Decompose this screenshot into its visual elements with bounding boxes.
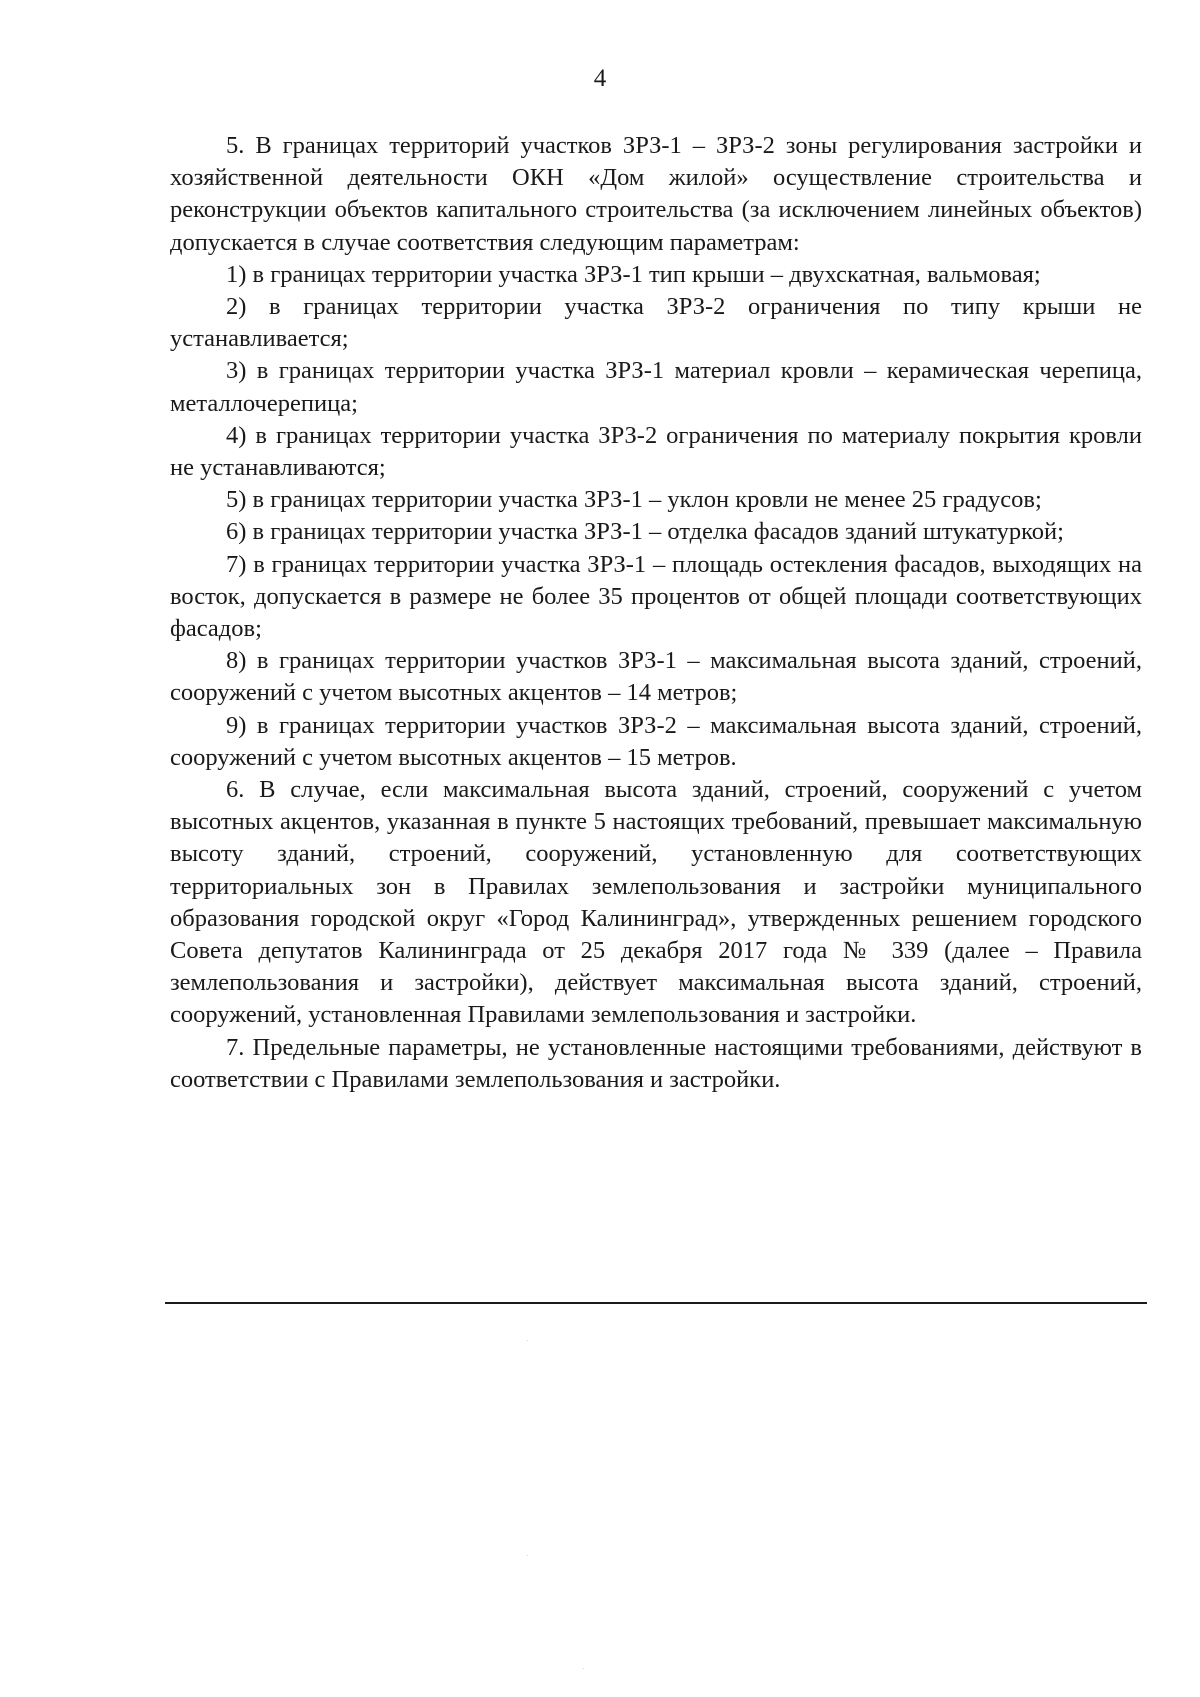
paragraph-5-intro: 5. В границах территорий участков ЗРЗ-1 – ЗРЗ-2 зоны регулирования застройки и хозяйственной деятельности ОКН «Дом жилой» осуществление строительства и реконструкции объектов капитального строительства (за исключением линейных объектов) допускается в случае соответствия следующим параметрам: xyxy=(170,132,1142,256)
scan-speck xyxy=(527,1555,528,1556)
page-number: 4 xyxy=(593,65,607,92)
closing-rule xyxy=(165,1302,1147,1304)
list-item-9: 9) в границах территории участков ЗРЗ-2 – максимальная высота зданий, строений, сооружений с учетом высотных акцентов – 15 метров. xyxy=(170,711,1142,771)
list-item-7: 7) в границах территории участка ЗРЗ-1 – площадь остекления фасадов, выходящих на восток, допускается в размере не более 35 процентов от общей площади соответствующих фасадов; xyxy=(170,550,1142,643)
list-item-4: 4) в границах территории участка ЗРЗ-2 ограничения по материалу покрытия кровли не устанавливаются; xyxy=(170,421,1142,482)
list-item-1: 1) в границах территории участка ЗРЗ-1 тип крыши – двухскатная, вальмовая; xyxy=(226,260,1041,288)
scan-speck xyxy=(583,1668,584,1669)
document-body xyxy=(170,130,1142,1096)
paragraph-7: 7. Предельные параметры, не установленные настоящими требованиями, действуют в соответствии с Правилами землепользования и застройки. xyxy=(170,1033,1142,1093)
list-item-3: 3) в границах территории участка ЗРЗ-1 материал кровли – керамическая черепица, металлочерепица; xyxy=(170,357,1142,417)
list-item-8: 8) в границах территории участков ЗРЗ-1 – максимальная высота зданий, строений, сооружений с учетом высотных акцентов – 14 метров; xyxy=(170,647,1142,707)
scan-speck xyxy=(527,1340,528,1341)
paragraph-6: 6. В случае, если максимальная высота зданий, строений, сооружений с учетом высотных акцентов, указанная в пункте 5 настоящих требований, превышает максимальную высоту зданий, строений, сооружений, установленную для соответствующих территориальных зон в Правилах землепользования и застройки муниципального образования городской округ «Город Калининград», утвержденных решением городского Совета депутатов Калининграда от 25 декабря 2017 года № 339 (далее – Правила землепользования и застройки), действует максимальная высота зданий, строений, сооружений, установленная Правилами землепользования и застройки. xyxy=(170,776,1142,1029)
list-item-2: 2) в границах территории участка ЗРЗ-2 ограничения по типу крыши не устанавливается; xyxy=(170,293,1142,353)
list-item-5: 5) в границах территории участка ЗРЗ-1 – уклон кровли не менее 25 градусов; xyxy=(226,486,1042,514)
list-item-6: 6) в границах территории участка ЗРЗ-1 – отделка фасадов зданий штукатуркой; xyxy=(226,518,1064,546)
